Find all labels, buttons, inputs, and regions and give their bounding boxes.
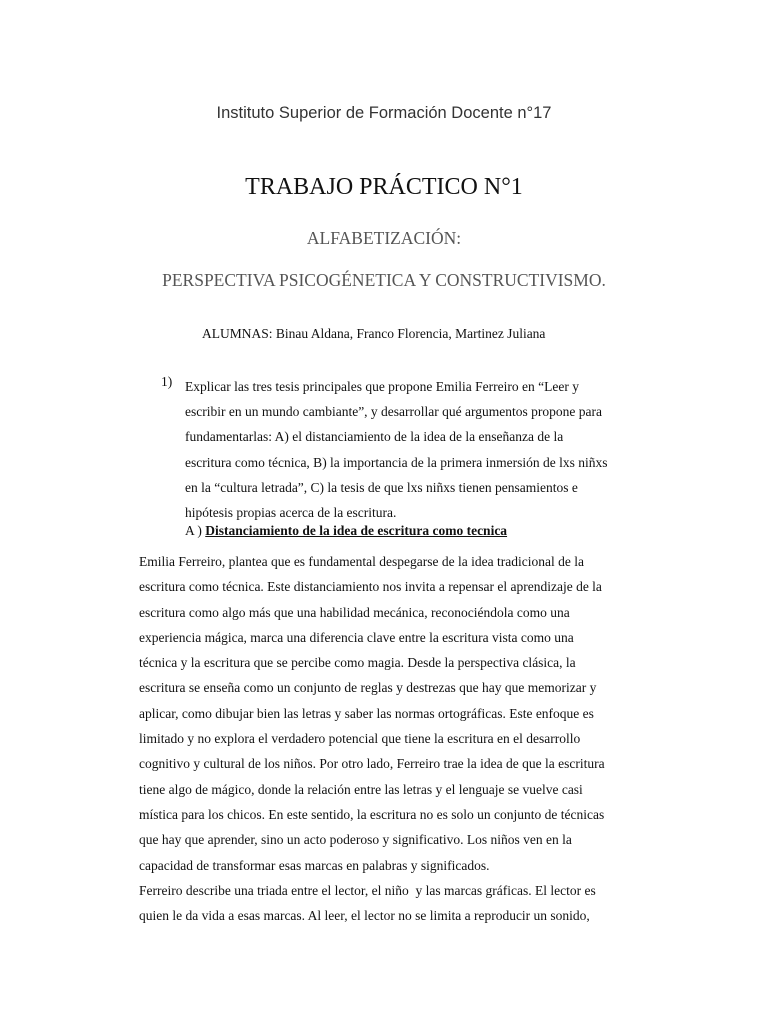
body-line: escritura como técnica. Este distanciamiento nos invita a repensar el aprendizaje de la xyxy=(139,579,602,595)
question-line: escribir en un mundo cambiante”, y desarrollar qué argumentos propone para xyxy=(185,404,602,420)
document-title: TRABAJO PRÁCTICO N°1 xyxy=(245,174,523,200)
question-line: escritura como técnica, B) la importancia de la primera inmersión de lxs niñxs xyxy=(185,454,608,470)
body-line: aplicar, como dibujar bien las letras y saber las normas ortográficas. Este enfoque es xyxy=(139,705,594,721)
question-number: 1) xyxy=(161,374,173,389)
body-line: limitado y no explora el verdadero potencial que tiene la escritura en el desarrollo xyxy=(139,731,581,747)
body-line: mística para los chicos. En este sentido, la escritura no es solo un conjunto de técnicas xyxy=(139,806,605,822)
question-line: Explicar las tres tesis principales que propone Emilia Ferreiro en “Leer y xyxy=(185,379,579,394)
section-a-title: Distanciamiento de la idea de escritura como tecnica xyxy=(205,523,508,538)
body-line: cognitivo y cultural de los niños. Por otro lado, Ferreiro trae la idea de que la escritura xyxy=(139,756,605,772)
body-line: escritura como algo más que una habilidad mecánica, reconociéndola como una xyxy=(139,604,570,620)
body-line: técnica y la escritura que se percibe como magia. Desde la perspectiva clásica, la xyxy=(139,655,576,671)
body-line: capacidad de transformar esas marcas en palabras y significados. xyxy=(139,857,490,873)
question-line: en la “cultura letrada”, C) la tesis de que lxs niñxs tienen pensamientos e xyxy=(185,479,578,495)
section-a-prefix: A ) xyxy=(185,523,206,538)
body-line: quien le da vida a esas marcas. Al leer, el lector no se limita a reproducir un sonido, xyxy=(139,908,590,924)
body-line: que hay que aprender, sino un acto poderoso y significativo. Los niños ven en la xyxy=(139,832,572,848)
body-line: tiene algo de mágico, donde la relación entre las letras y el lenguaje se vuelve casi xyxy=(139,781,583,797)
students-line: ALUMNAS: Binau Aldana, Franco Florencia, Martinez Juliana xyxy=(202,326,546,341)
subtitle-topic: ALFABETIZACIÓN: xyxy=(306,228,462,248)
institute-name: Instituto Superior de Formación Docente n°17 xyxy=(216,104,552,122)
body-line: Emilia Ferreiro, plantea que es fundamental despegarse de la idea tradicional de la xyxy=(139,554,584,569)
subtitle-perspective: PERSPECTIVA PSICOGÉNETICA Y CONSTRUCTIVISMO. xyxy=(162,270,606,290)
body-line: Ferreiro describe una triada entre el lector, el niño y las marcas gráficas. El lector es xyxy=(139,882,596,898)
question-line: fundamentarlas: A) el distanciamiento de la idea de la enseñanza de la xyxy=(185,429,564,445)
body-paragraph xyxy=(139,549,679,928)
section-a-heading xyxy=(185,523,507,539)
question-text xyxy=(185,374,675,525)
body-line: experiencia mágica, marca una diferencia clave entre la escritura vista como una xyxy=(139,629,574,645)
question-line: hipótesis propias acerca de la escritura. xyxy=(185,505,397,521)
body-line: escritura se enseña como un conjunto de reglas y destrezas que hay que memorizar y xyxy=(139,680,597,696)
